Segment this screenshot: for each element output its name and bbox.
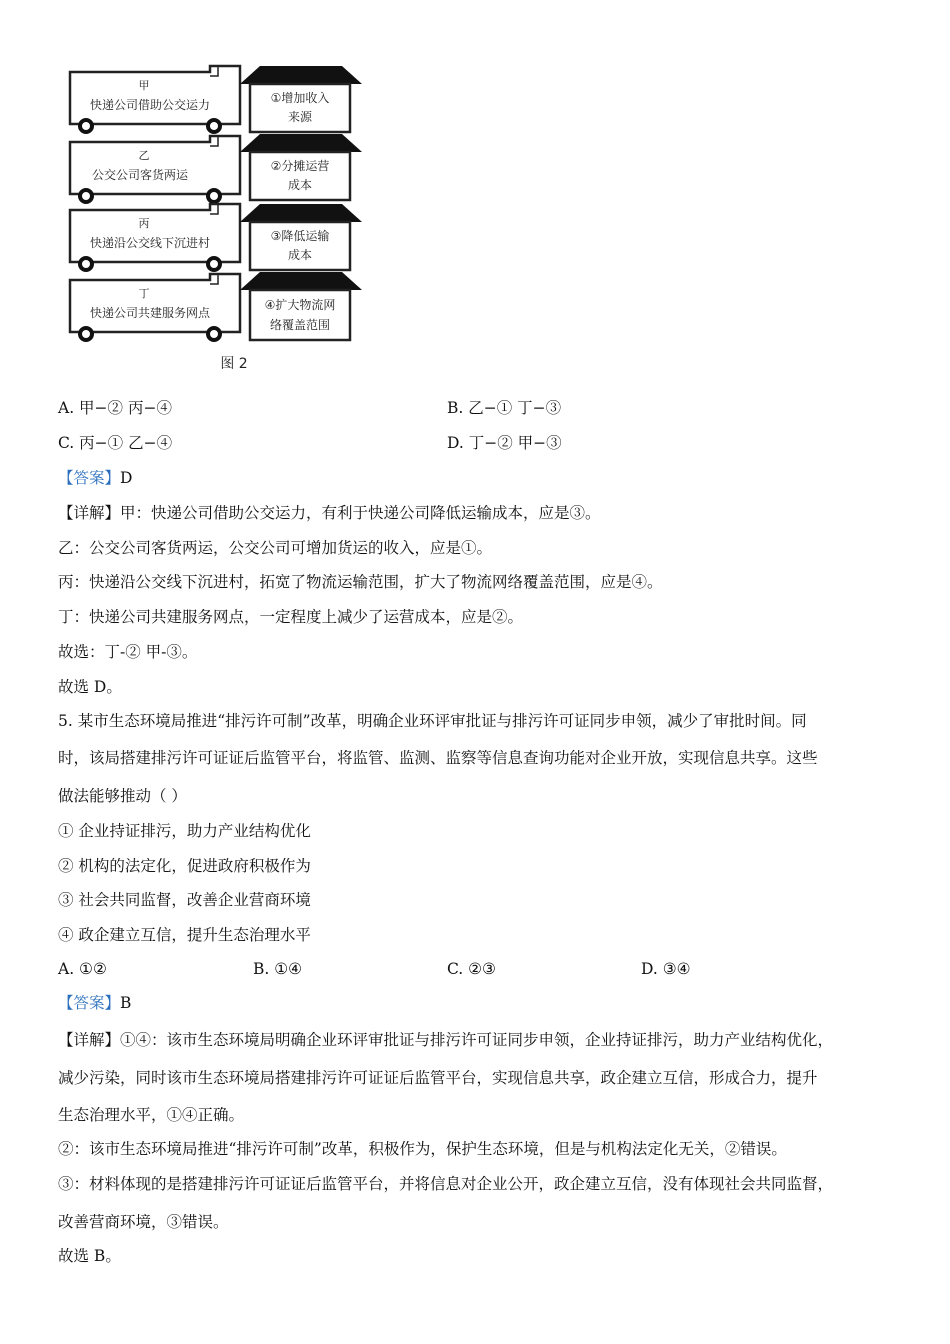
q4-detail-line	[58, 503, 601, 523]
truck-jia	[70, 66, 240, 132]
q5-stem-line: 时，该局搭建排污许可证证后监管平台，将监管、监测、监察等信息查询功能对企业开放，实现信息共享。这些	[58, 749, 818, 767]
q4-option-a: A. 甲−② 丙−④	[58, 399, 172, 417]
q4-option-d: D. 丁−② 甲−③	[447, 434, 562, 452]
truck-text: 公交公司客货两运	[91, 168, 189, 182]
truck-text: 快递沿公交线下沉进村	[89, 236, 211, 250]
house-line2: 成本	[287, 178, 313, 192]
truck-tag: 丁	[138, 287, 150, 300]
truck-tag: 乙	[138, 149, 150, 162]
house-line2: 来源	[287, 110, 313, 124]
answer-value: B	[120, 994, 132, 1012]
figure-2	[64, 62, 364, 378]
q5-option-b: B. ①④	[253, 960, 303, 978]
q5-statement: ② 机构的法定化，促进政府积极作为	[58, 857, 311, 875]
q5-statement: ① 企业持证排污，助力产业结构优化	[58, 822, 311, 840]
figure-caption: 图 2	[220, 356, 248, 372]
house-3	[240, 204, 362, 270]
q5-statement: ④ 政企建立互信，提升生态治理水平	[58, 926, 311, 944]
house-line1: ①增加收入	[270, 91, 330, 105]
house-4	[240, 272, 362, 340]
q4-option-b: B. 乙−① 丁−③	[447, 399, 562, 417]
q5-stem-line: 做法能够推动（ ）	[58, 787, 187, 805]
truck-bing	[70, 204, 240, 270]
truck-ding	[70, 274, 240, 340]
q4-option-c: C. 丙−① 乙−④	[58, 434, 173, 452]
q5-detail-line: 生态治理水平，①④正确。	[58, 1106, 245, 1124]
house-line2: 成本	[287, 248, 313, 262]
detail-text: 甲：快递公司借助公交运力，有利于快递公司降低运输成本，应是③。	[120, 504, 601, 522]
q5-statement: ③ 社会共同监督，改善企业营商环境	[58, 891, 311, 909]
q5-detail-line: ③：材料体现的是搭建排污许可证证后监管平台，并将信息对企业公开，政企建立互信，没有体现社会共同监督，	[58, 1175, 834, 1193]
detail-text: ①④：该市生态环境局明确企业环评审批证与排污许可证同步申领，企业持证排污，助力产业结构优化，	[120, 1031, 834, 1049]
truck-tag: 丙	[138, 217, 150, 230]
q5-detail-line	[58, 1030, 833, 1050]
q5-option-a: A. ①②	[58, 960, 107, 978]
detail-tag: 【详解】	[58, 504, 121, 522]
house-line1: ③降低运输	[270, 229, 330, 243]
truck-text: 快递公司借助公交运力	[89, 98, 211, 112]
q4-detail-line: 乙：公交公司客货两运，公交公司可增加货运的收入，应是①。	[58, 539, 493, 557]
truck-tag: 甲	[138, 79, 150, 92]
q5-detail-line: ②：该市生态环境局推进“排污许可制”改革，积极作为，保护生态环境，但是与机构法定化无关，②错误。	[58, 1140, 787, 1158]
house-line2: 络覆盖范围	[269, 318, 331, 332]
house-2	[240, 134, 362, 200]
answer-tag: 【答案】	[58, 469, 121, 487]
detail-tag: 【详解】	[58, 1031, 121, 1049]
q4-detail-line: 故选 D。	[58, 678, 122, 696]
q4-detail-line: 丙：快递沿公交线下沉进村，拓宽了物流运输范围，扩大了物流网络覆盖范围，应是④。	[58, 573, 663, 591]
q5-detail-line: 改善营商环境，③错误。	[58, 1213, 229, 1231]
q5-stem-line: 5. 某市生态环境局推进“排污许可制”改革，明确企业环评审批证与排污许可证同步申领，减少了审批时间。同	[58, 712, 807, 730]
truck-yi	[70, 136, 240, 202]
truck-text: 快递公司共建服务网点	[89, 306, 211, 320]
q5-option-c: C. ②③	[447, 960, 496, 978]
q4-answer	[58, 468, 132, 488]
answer-value: D	[120, 469, 133, 487]
q5-detail-line: 故选 B。	[58, 1247, 121, 1265]
q5-answer	[58, 993, 131, 1013]
q5-option-d: D. ③④	[641, 960, 691, 978]
house-line1: ②分摊运营	[270, 159, 330, 173]
answer-tag: 【答案】	[58, 994, 121, 1012]
q5-detail-line: 减少污染，同时该市生态环境局搭建排污许可证证后监管平台，实现信息共享，政企建立互信，形成合力，提升	[58, 1069, 818, 1087]
q4-detail-line: 故选：丁-② 甲-③。	[58, 643, 198, 661]
house-1	[240, 66, 362, 132]
house-line1: ④扩大物流网	[264, 298, 336, 312]
q4-detail-line: 丁：快递公司共建服务网点，一定程度上减少了运营成本，应是②。	[58, 608, 524, 626]
